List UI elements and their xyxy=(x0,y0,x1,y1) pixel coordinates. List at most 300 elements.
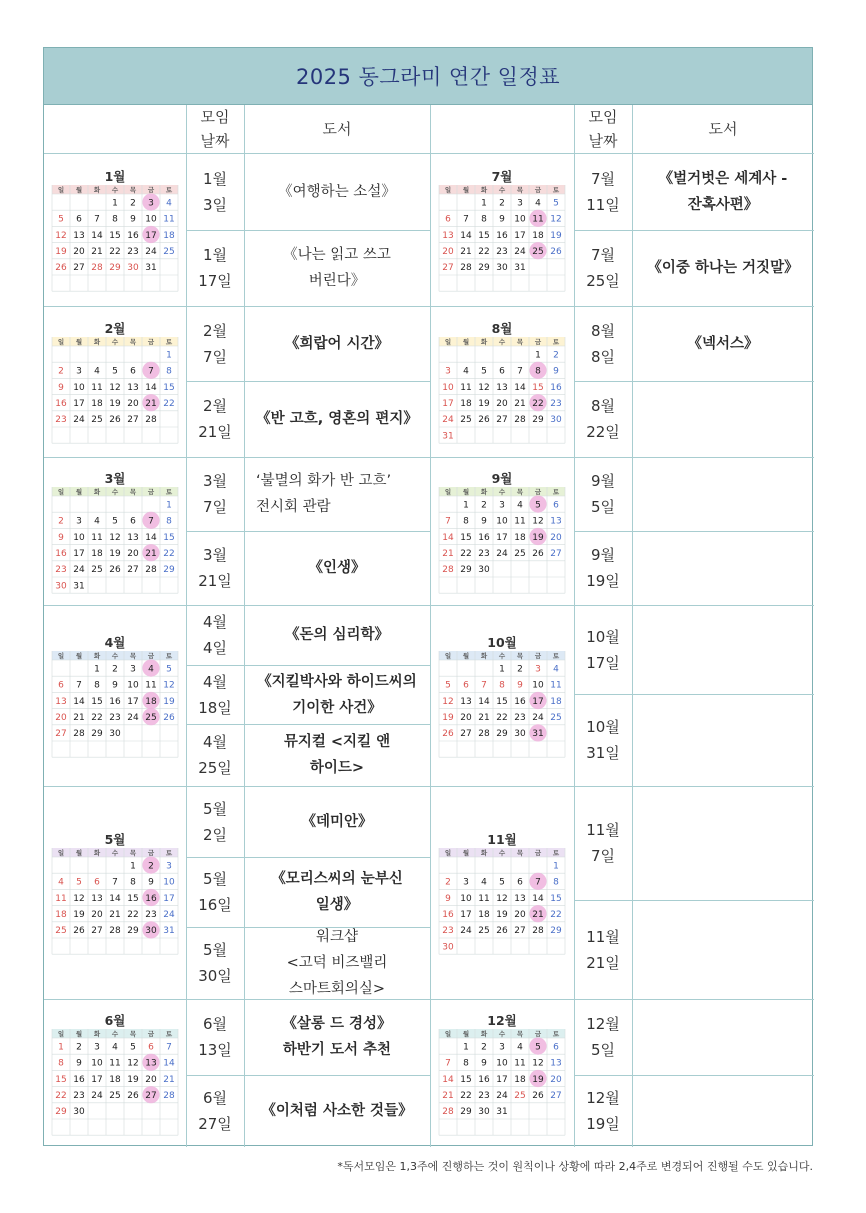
calendar-day: 14 xyxy=(73,697,85,708)
calendar-day: 9 xyxy=(553,366,559,377)
calendar-day: 26 xyxy=(550,247,562,258)
calendar-day: 4 xyxy=(166,198,172,209)
weekday-label: 토 xyxy=(552,849,560,858)
calendar-grid xyxy=(439,337,565,443)
calendar-day: 15 xyxy=(532,383,544,394)
calendar-day: 20 xyxy=(442,247,454,258)
calendar-grid xyxy=(52,651,178,757)
calendar-day: 26 xyxy=(496,926,508,937)
calendar-day: 8 xyxy=(553,877,559,888)
calendar-day: 30 xyxy=(514,729,526,740)
calendar-day: 31 xyxy=(442,431,454,442)
calendar-day: 16 xyxy=(478,532,490,543)
calendar-day: 14 xyxy=(163,1058,175,1069)
grid-hline xyxy=(430,306,574,307)
calendar-day: 17 xyxy=(145,231,157,242)
calendar-day: 19 xyxy=(163,697,175,708)
calendar-day: 28 xyxy=(442,565,454,576)
calendar-day: 2 xyxy=(148,861,154,872)
calendar-day: 22 xyxy=(127,910,139,921)
calendar-day: 6 xyxy=(94,877,100,888)
calendar-day: 12 xyxy=(442,697,454,708)
weekday-label: 화 xyxy=(480,338,488,347)
calendar-day: 7 xyxy=(463,214,469,225)
weekday-label: 월 xyxy=(75,186,83,195)
left-entry-book xyxy=(244,665,430,724)
left-entry-book-text: 워크샵 <고덕 비즈밸리 스마트회의실> xyxy=(286,929,388,997)
calendar-day: 25 xyxy=(514,548,526,559)
calendar-day: 14 xyxy=(109,894,121,905)
weekday-label: 금 xyxy=(534,652,542,661)
calendar-day: 10 xyxy=(532,680,544,691)
calendar-day: 7 xyxy=(112,877,118,888)
calendar-grid xyxy=(439,651,565,757)
left-entry-book xyxy=(244,153,430,230)
weekday-label: 목 xyxy=(129,487,137,496)
calendar-day: 28 xyxy=(145,565,157,576)
calendar-day: 10 xyxy=(145,214,157,225)
calendar-day: 19 xyxy=(442,713,454,724)
left-entry-book xyxy=(244,381,430,457)
calendar-day: 11 xyxy=(460,383,472,394)
weekday-label: 수 xyxy=(111,487,119,496)
calendar-day: 4 xyxy=(517,500,523,511)
calendar-day: 2 xyxy=(445,877,451,888)
calendar-day: 27 xyxy=(460,729,472,740)
header-date-right-text: 모임 날짜 xyxy=(588,108,618,150)
weekday-label: 토 xyxy=(552,652,560,661)
weekday-label: 일 xyxy=(444,849,452,858)
calendar-day: 20 xyxy=(73,247,85,258)
weekday-label: 목 xyxy=(516,849,524,858)
weekday-label: 일 xyxy=(57,487,65,496)
right-entry-date xyxy=(574,694,632,786)
calendar-day: 15 xyxy=(478,231,490,242)
schedule-sheet xyxy=(43,47,813,1146)
calendar-day: 18 xyxy=(55,910,67,921)
calendar-day: 12 xyxy=(478,383,490,394)
left-entry-date xyxy=(186,857,244,927)
right-entry-date xyxy=(574,1075,632,1147)
weekday-label: 수 xyxy=(498,849,506,858)
calendar-day: 25 xyxy=(550,713,562,724)
calendar-day: 12 xyxy=(163,680,175,691)
left-entry-book xyxy=(244,531,430,605)
right-entry-book xyxy=(632,900,814,999)
calendar-day: 6 xyxy=(463,680,469,691)
calendar-day: 29 xyxy=(550,926,562,937)
calendar-day: 14 xyxy=(532,894,544,905)
right-entry-date xyxy=(574,153,632,230)
weekday-label: 수 xyxy=(498,652,506,661)
calendar-day: 18 xyxy=(109,1074,121,1085)
calendar-day: 1 xyxy=(112,198,118,209)
calendar-day: 27 xyxy=(550,548,562,559)
right-entry-book xyxy=(632,230,814,306)
calendar-day: 31 xyxy=(514,263,526,274)
calendar-day: 20 xyxy=(91,910,103,921)
grid-hline xyxy=(44,306,186,307)
left-entry-book xyxy=(244,230,430,306)
calendar-day: 2 xyxy=(58,366,64,377)
calendar-day: 6 xyxy=(76,214,82,225)
calendar-day: 9 xyxy=(445,894,451,905)
calendar-day: 28 xyxy=(442,1107,454,1118)
header-book-left xyxy=(244,105,430,153)
calendar-day: 28 xyxy=(109,926,121,937)
calendar-day: 24 xyxy=(127,713,139,724)
right-entry-date-text: 8월 8일 xyxy=(590,321,616,366)
calendar-day: 25 xyxy=(460,415,472,426)
weekday-label: 월 xyxy=(75,487,83,496)
weekday-label: 일 xyxy=(444,186,452,195)
weekday-label: 월 xyxy=(462,338,470,347)
calendar-day: 13 xyxy=(91,894,103,905)
calendar-day: 5 xyxy=(58,214,64,225)
calendar-day: 22 xyxy=(460,548,472,559)
calendar-day: 24 xyxy=(496,548,508,559)
calendar-day: 8 xyxy=(112,214,118,225)
calendar-day: 16 xyxy=(109,697,121,708)
calendar-day: 14 xyxy=(514,383,526,394)
header-date-right xyxy=(574,105,632,153)
weekday-label: 수 xyxy=(111,652,119,661)
calendar-day: 5 xyxy=(535,1042,541,1053)
calendar-month-title: 5월 xyxy=(104,832,126,848)
calendar-day: 10 xyxy=(460,894,472,905)
calendar-day: 16 xyxy=(145,894,157,905)
grid-hline xyxy=(430,999,574,1000)
left-entry-book xyxy=(244,724,430,786)
calendar-day: 9 xyxy=(58,532,64,543)
right-entry-book xyxy=(632,531,814,605)
calendar-day: 4 xyxy=(535,198,541,209)
calendar-day: 10 xyxy=(496,1058,508,1069)
calendar-day: 1 xyxy=(166,500,172,511)
calendar-month-title: 9월 xyxy=(491,470,513,486)
right-entry-date xyxy=(574,381,632,457)
calendar-day: 25 xyxy=(145,713,157,724)
calendar-day: 7 xyxy=(166,1042,172,1053)
calendar-day: 5 xyxy=(535,500,541,511)
calendar-day: 24 xyxy=(496,1090,508,1101)
left-entry-book xyxy=(244,306,430,381)
calendar-grid xyxy=(52,848,178,954)
calendar-day: 16 xyxy=(73,1074,85,1085)
calendar-day: 8 xyxy=(94,680,100,691)
calendar-day: 19 xyxy=(496,910,508,921)
calendar-day: 18 xyxy=(163,231,175,242)
calendar-day: 30 xyxy=(478,565,490,576)
calendar-month-title: 2월 xyxy=(104,321,126,337)
calendar-day: 11 xyxy=(91,532,103,543)
calendar-day: 25 xyxy=(163,247,175,258)
left-entry-date-text: 5월 16일 xyxy=(198,870,232,914)
weekday-label: 금 xyxy=(147,1029,155,1038)
calendar-day: 3 xyxy=(148,198,154,209)
calendar-day: 23 xyxy=(55,415,67,426)
calendar-day: 10 xyxy=(91,1058,103,1069)
weekday-label: 월 xyxy=(75,338,83,347)
right-entry-book xyxy=(632,306,814,381)
calendar-day: 12 xyxy=(532,1058,544,1069)
calendar-day: 4 xyxy=(481,877,487,888)
weekday-label: 토 xyxy=(552,487,560,496)
calendar-day: 27 xyxy=(127,565,139,576)
calendar-day: 8 xyxy=(166,366,172,377)
calendar-day: 22 xyxy=(109,247,121,258)
calendar-day: 10 xyxy=(442,383,454,394)
calendar-day: 20 xyxy=(460,713,472,724)
left-entry-date-text: 2월 21일 xyxy=(198,397,232,441)
calendar-day: 7 xyxy=(445,516,451,527)
page-title: 2025 동그라미 연간 일정표 xyxy=(44,48,812,105)
calendar-day: 22 xyxy=(163,548,175,559)
weekday-label: 목 xyxy=(129,186,137,195)
left-entry-date xyxy=(186,786,244,857)
weekday-label: 목 xyxy=(129,849,137,858)
calendar-day: 4 xyxy=(553,664,559,675)
right-entry-date xyxy=(574,531,632,605)
left-entry-book-text: 《나는 읽고 쓰고 버린다》 xyxy=(283,247,391,289)
weekday-label: 토 xyxy=(165,849,173,858)
right-entry-book-text: 《넥서스》 xyxy=(687,335,759,352)
calendar-day: 20 xyxy=(496,399,508,410)
right-entry-date xyxy=(574,306,632,381)
weekday-label: 일 xyxy=(444,338,452,347)
calendar-day: 21 xyxy=(73,713,85,724)
calendar-day: 20 xyxy=(145,1074,157,1085)
calendar-day: 31 xyxy=(73,581,85,592)
calendar-day: 26 xyxy=(478,415,490,426)
calendar-day: 23 xyxy=(55,565,67,576)
calendar-day: 2 xyxy=(481,500,487,511)
calendar-day: 12 xyxy=(73,894,85,905)
calendar-day: 13 xyxy=(127,383,139,394)
weekday-label: 월 xyxy=(462,652,470,661)
calendar-day: 18 xyxy=(514,532,526,543)
weekday-label: 일 xyxy=(57,338,65,347)
weekday-label: 월 xyxy=(462,1029,470,1038)
footnote: *독서모임은 1,3주에 진행하는 것이 원칙이나 상황에 따라 2,4주로 변경되어 진행될 수도 있습니다. xyxy=(337,1160,813,1173)
weekday-label: 수 xyxy=(111,849,119,858)
calendar-day: 9 xyxy=(112,680,118,691)
calendar-day: 17 xyxy=(460,910,472,921)
calendar-day: 15 xyxy=(496,697,508,708)
calendar-day: 20 xyxy=(514,910,526,921)
calendar-day: 24 xyxy=(163,910,175,921)
calendar-day: 30 xyxy=(442,942,454,953)
calendar-day: 26 xyxy=(442,729,454,740)
calendar-day: 30 xyxy=(127,263,139,274)
right-entry-date xyxy=(574,786,632,900)
left-entry-book xyxy=(244,605,430,665)
calendar-day: 27 xyxy=(73,263,85,274)
calendar-day: 23 xyxy=(478,1090,490,1101)
calendar-day: 11 xyxy=(163,214,175,225)
calendar-day: 24 xyxy=(73,415,85,426)
calendar-day: 29 xyxy=(460,1107,472,1118)
weekday-label: 금 xyxy=(534,487,542,496)
right-entry-book xyxy=(632,381,814,457)
calendar-day: 30 xyxy=(145,926,157,937)
calendar-month-title: 8월 xyxy=(491,321,513,337)
right-entry-book xyxy=(632,999,814,1075)
calendar-day: 9 xyxy=(481,1058,487,1069)
calendar-day: 8 xyxy=(499,680,505,691)
left-entry-date-text: 1월 3일 xyxy=(202,169,228,214)
weekday-label: 목 xyxy=(129,1029,137,1038)
calendar-day: 15 xyxy=(163,532,175,543)
calendar-day: 4 xyxy=(148,664,154,675)
calendar-day: 23 xyxy=(73,1090,85,1101)
calendar-day: 22 xyxy=(163,399,175,410)
weekday-label: 일 xyxy=(57,186,65,195)
calendar-day: 24 xyxy=(460,926,472,937)
calendar-day: 10 xyxy=(163,877,175,888)
header-book-right-text: 도서 xyxy=(708,120,738,138)
calendar-day: 23 xyxy=(478,548,490,559)
calendar-day: 8 xyxy=(166,516,172,527)
calendar-day: 15 xyxy=(55,1074,67,1085)
calendar-day: 10 xyxy=(73,383,85,394)
calendar-day: 19 xyxy=(478,399,490,410)
weekday-label: 금 xyxy=(534,849,542,858)
left-entry-date-text: 4월 18일 xyxy=(198,672,232,717)
calendar-day: 9 xyxy=(481,516,487,527)
right-entry-book-text: 《이중 하나는 거짓말》 xyxy=(647,260,799,276)
right-entry-book xyxy=(632,1075,814,1147)
calendar-day: 11 xyxy=(514,1058,526,1069)
calendar-day: 18 xyxy=(478,910,490,921)
weekday-label: 토 xyxy=(165,338,173,347)
calendar-day: 20 xyxy=(550,532,562,543)
header-date-left xyxy=(186,105,244,153)
weekday-label: 수 xyxy=(111,338,119,347)
calendar-grid xyxy=(52,337,178,443)
calendar-day: 29 xyxy=(532,415,544,426)
calendar-day: 20 xyxy=(55,713,67,724)
calendar-day: 7 xyxy=(535,877,541,888)
calendar-day: 12 xyxy=(109,532,121,543)
left-entry-date-text: 3월 7일 xyxy=(202,472,228,516)
left-entry-book-text: 《여행하는 소설》 xyxy=(278,183,396,200)
weekday-label: 수 xyxy=(498,338,506,347)
calendar-day: 25 xyxy=(109,1090,121,1101)
weekday-label: 금 xyxy=(534,186,542,195)
calendar-day: 26 xyxy=(127,1090,139,1101)
calendar-day: 25 xyxy=(514,1090,526,1101)
calendar-day: 19 xyxy=(550,231,562,242)
weekday-label: 목 xyxy=(516,338,524,347)
calendar-day: 21 xyxy=(442,548,454,559)
calendar-day: 23 xyxy=(145,910,157,921)
weekday-label: 목 xyxy=(516,1029,524,1038)
calendar-day: 1 xyxy=(553,861,559,872)
calendar-day: 12 xyxy=(532,516,544,527)
calendar-day: 13 xyxy=(55,697,67,708)
right-entry-date xyxy=(574,605,632,694)
calendar-day: 20 xyxy=(127,399,139,410)
calendar-day: 1 xyxy=(535,350,541,361)
calendar-day: 31 xyxy=(145,263,157,274)
calendar-day: 22 xyxy=(55,1090,67,1101)
calendar-day: 2 xyxy=(517,664,523,675)
calendar-day: 17 xyxy=(163,894,175,905)
calendar-day: 3 xyxy=(535,664,541,675)
calendar-day: 7 xyxy=(517,366,523,377)
weekday-label: 토 xyxy=(552,1029,560,1038)
calendar-day: 5 xyxy=(76,877,82,888)
calendar-grid xyxy=(439,848,565,954)
weekday-label: 목 xyxy=(129,652,137,661)
left-entry-book-text: 뮤지컬 <지킬 앤 하이드> xyxy=(283,734,391,776)
calendar-day: 14 xyxy=(442,1074,454,1085)
calendar-day: 1 xyxy=(94,664,100,675)
calendar-day: 5 xyxy=(130,1042,136,1053)
calendar-day: 19 xyxy=(73,910,85,921)
weekday-label: 화 xyxy=(93,186,101,195)
right-entry-book xyxy=(632,786,814,900)
left-entry-book-text: 《희랍어 시간》 xyxy=(284,335,390,352)
calendar-month-title: 3월 xyxy=(104,470,126,486)
calendar-day: 29 xyxy=(109,263,121,274)
weekday-label: 일 xyxy=(57,849,65,858)
calendar-day: 23 xyxy=(496,247,508,258)
calendar-day: 6 xyxy=(553,500,559,511)
calendar-grid xyxy=(52,1029,178,1135)
left-entry-book xyxy=(244,999,430,1075)
calendar-day: 22 xyxy=(496,713,508,724)
calendar-day: 3 xyxy=(76,366,82,377)
calendar-day: 4 xyxy=(112,1042,118,1053)
left-entry-book-text: 《이처럼 사소한 것들》 xyxy=(261,1103,413,1119)
calendar-day: 17 xyxy=(514,231,526,242)
calendar-day: 9 xyxy=(148,877,154,888)
weekday-label: 월 xyxy=(462,487,470,496)
calendar-day: 27 xyxy=(91,926,103,937)
left-entry-book-text: 《데미안》 xyxy=(301,813,373,830)
left-entry-book-text: 《모리스씨의 눈부신 일생》 xyxy=(271,871,403,913)
left-entry-date xyxy=(186,724,244,786)
calendar-day: 15 xyxy=(460,1074,472,1085)
calendar-day: 10 xyxy=(496,516,508,527)
calendar-day: 6 xyxy=(553,1042,559,1053)
calendar-day: 27 xyxy=(550,1090,562,1101)
left-entry-date xyxy=(186,153,244,230)
calendar-day: 22 xyxy=(460,1090,472,1101)
right-entry-date-text: 11월 7일 xyxy=(586,821,620,865)
calendar-day: 21 xyxy=(514,399,526,410)
calendar-day: 12 xyxy=(55,231,67,242)
right-entry-date-text: 9월 5일 xyxy=(590,472,616,516)
calendar-day: 24 xyxy=(91,1090,103,1101)
calendar-day: 28 xyxy=(478,729,490,740)
calendar-day: 28 xyxy=(514,415,526,426)
calendar-day: 15 xyxy=(109,231,121,242)
calendar-day: 22 xyxy=(478,247,490,258)
weekday-label: 화 xyxy=(93,1029,101,1038)
calendar-day: 28 xyxy=(91,263,103,274)
calendar-day: 21 xyxy=(478,713,490,724)
weekday-label: 월 xyxy=(462,849,470,858)
calendar-grid xyxy=(439,185,565,291)
right-entry-date-text: 12월 5일 xyxy=(586,1015,620,1059)
calendar-day: 19 xyxy=(127,1074,139,1085)
calendar-day: 5 xyxy=(112,366,118,377)
calendar-day: 15 xyxy=(460,532,472,543)
calendar-day: 27 xyxy=(145,1090,157,1101)
